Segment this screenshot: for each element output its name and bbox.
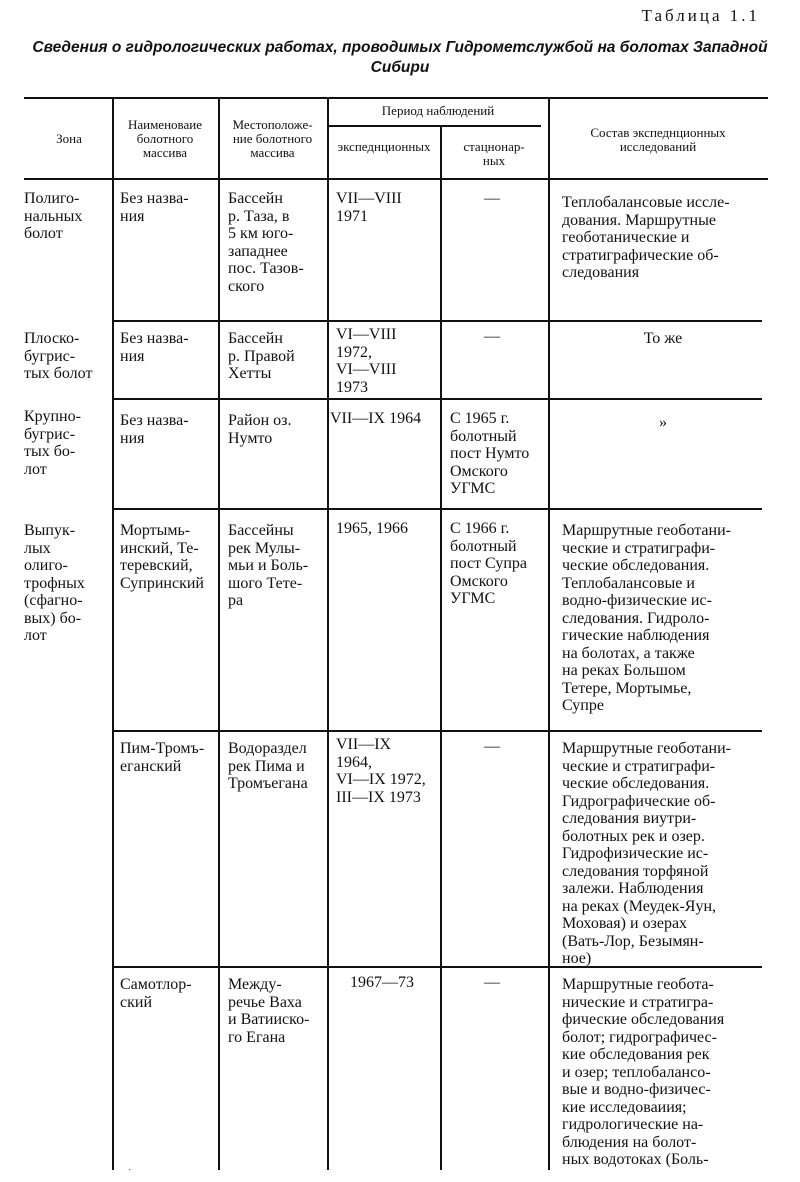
- row4-name: Мортымь- инский, Те- теревский, Супринский: [120, 522, 204, 592]
- row6-location: Между- речье Ваха и Ватииско- го Егана: [228, 976, 310, 1046]
- row3-expedition: VII—IX 1964: [330, 410, 422, 427]
- row4-location: Бассейны рек Мулы- мьи и Боль- шого Тете- ра: [228, 522, 309, 609]
- row1-zone: Полиго- нальных болот: [24, 190, 83, 242]
- header-location: Местоположе- ние болотного массива: [232, 117, 313, 160]
- row2-location: Бассейн р. Правой Хетты: [228, 330, 295, 382]
- row5-location: Водораздел рек Пима и Тромъегана: [228, 740, 308, 792]
- row5-stationary: —: [484, 738, 500, 755]
- row2-composition: То же: [643, 330, 683, 347]
- row3-composition: »: [659, 414, 667, 431]
- header-bottom-rule: [24, 178, 768, 180]
- row4-zone: Выпук- лых олиго- трофных (сфагно- вых) бо- лот: [24, 522, 85, 644]
- row-divider-4: [112, 730, 762, 732]
- row1-composition: Теплобалансовые иссле- дования. Маршрутные геоботанические и стратиграфические об- следования: [562, 194, 730, 281]
- row3-name: Без назва- ния: [120, 412, 189, 447]
- row6-stationary: —: [484, 974, 500, 991]
- row-divider-1: [112, 320, 762, 322]
- header-massif-name: Наименоваие болотного массива: [127, 117, 203, 160]
- col-divider-1: [112, 98, 114, 1170]
- row3-zone: Крупно- бугрис- тых бо- лот: [24, 408, 81, 478]
- header-expedition: экспеднционных: [337, 139, 431, 154]
- row2-stationary: —: [484, 328, 500, 345]
- row-divider-2: [112, 398, 762, 400]
- row1-name: Без назва- ния: [120, 190, 189, 225]
- row5-name: Пим-Тромъ- еганский: [120, 740, 205, 775]
- row2-zone: Плоско- бугрис- тых болот: [24, 330, 93, 382]
- row3-stationary: С 1965 г. болотный пост Нумто Омского УГМС: [450, 410, 530, 497]
- col-divider-4: [440, 126, 442, 1170]
- header-composition: Состав экспеднционных исследований: [590, 125, 726, 154]
- row4-expedition: 1965, 1966: [336, 520, 408, 537]
- row6-name: Самотлор- ский: [120, 976, 192, 1011]
- header-period: Период наблюдений: [381, 103, 495, 118]
- table-number: Таблица 1.1: [641, 6, 760, 25]
- table-top-rule: [24, 97, 768, 99]
- table-title: Сведения о гидрологических работах, проводимых Гидрометслужбой на болотах Западной Сибири: [32, 39, 768, 76]
- row2-name: Без назва- ния: [120, 330, 189, 365]
- row-divider-3: [112, 508, 762, 510]
- row6-composition: Маршрутные геобота- нические и стратигра- фические обследования болот; гидрографичес- кие обследования рек и озер; теплобалансо- вые и водно-физичес- кие исследоваиия; гидрологические на- блюдения на болот- ных водотоках (Боль-: [562, 976, 725, 1168]
- row5-expedition: VII—IX 1964, VI—IX 1972, III—IX 1973: [336, 736, 426, 806]
- col-divider-3: [327, 98, 329, 1170]
- period-underline: [328, 125, 541, 127]
- row1-expedition: VII—VIII 1971: [336, 190, 402, 225]
- header-stationary: стацнонар- ных: [463, 139, 525, 168]
- row4-composition: Маршрутные геоботани- ческие и стратиграфи- ческие обследования. Теплобалансовые и водно-физические ис- следования. Гидроло- гические наблюдения на болотах, а также на реках Большом Тетере, Мортымье, Супре: [562, 522, 731, 714]
- row2-expedition: VI—VIII 1972, VI—VIII 1973: [336, 326, 397, 396]
- row1-stationary: —: [484, 190, 500, 207]
- row1-location: Бассейн р. Таза, в 5 км юго- западнее пос. Тазов- ского: [228, 190, 304, 295]
- row3-location: Район оз. Нумто: [228, 412, 292, 447]
- stray-mark: ˏ: [128, 1160, 132, 1171]
- row4-stationary: С 1966 г. болотный пост Супра Омского УГМС: [450, 520, 527, 607]
- row5-composition: Маршрутные геоботани- ческие и стратиграфи- ческие обследования. Гидрографические об- следования виутри- болотных рек и озер. Гидрофизические ис- следования торфяной залежи. Наблюдения на реках (Меудек-Яун, Моховая) и озерах (Вать-Лор, Безымян- ное): [562, 740, 731, 967]
- header-zone: Зона: [56, 131, 82, 146]
- col-divider-5: [548, 98, 550, 1170]
- row6-expedition: 1967—73: [350, 974, 414, 991]
